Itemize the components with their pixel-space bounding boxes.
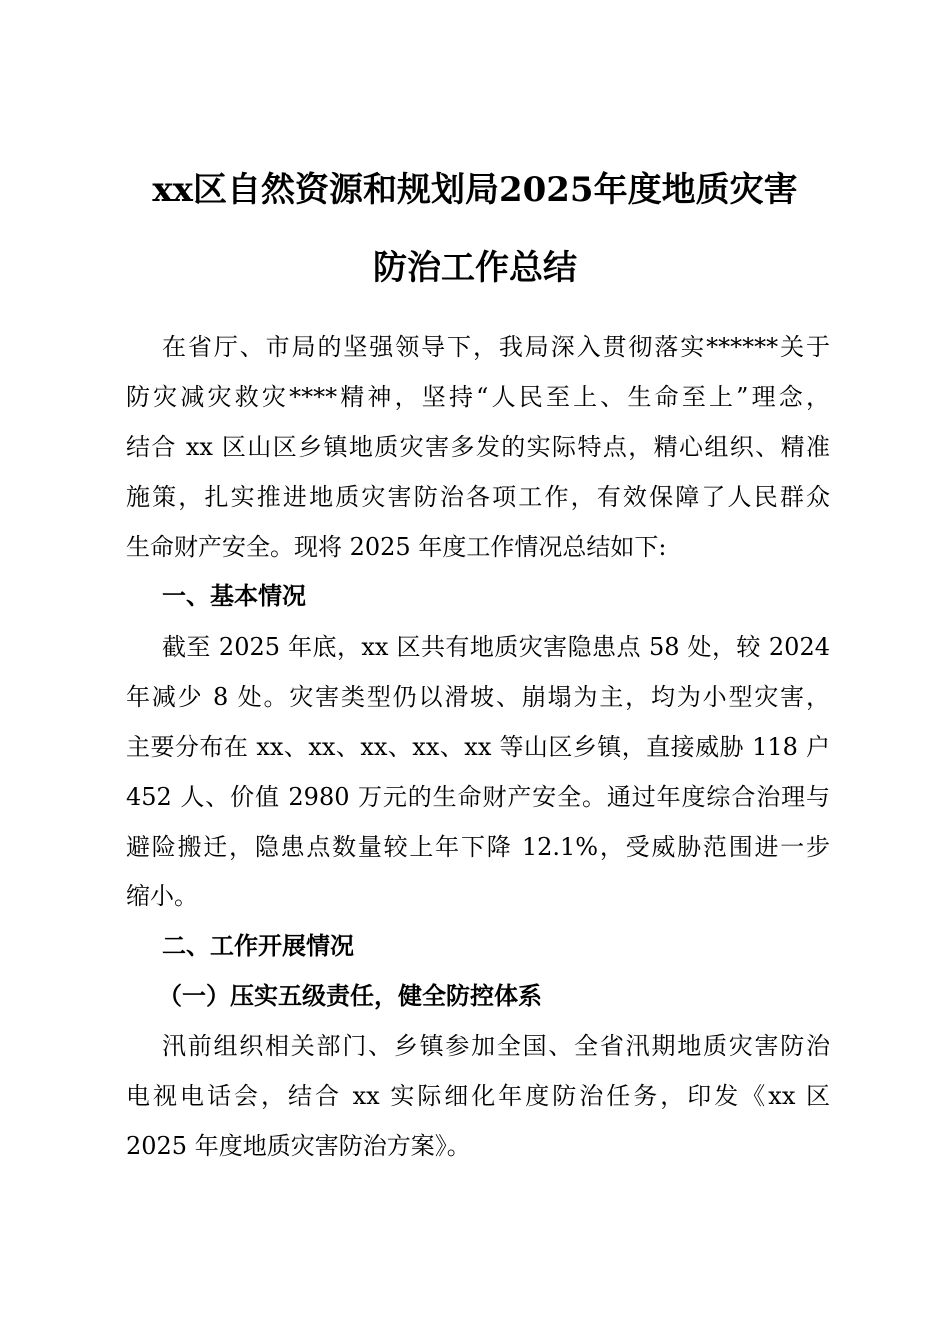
document-title-line-2: 防治工作总结 — [373, 248, 577, 288]
document-title-line-1: xx区自然资源和规划局2025年度地质灾害 — [152, 170, 798, 210]
text-line: 年减少 8 处。灾害类型仍以滑坡、崩塌为主，均为小型灾害， — [126, 683, 830, 711]
text-line: 452 人、价值 2980 万元的生命财产安全。通过年度综合治理与 — [126, 783, 830, 811]
section-heading: 一、基本情况 — [162, 582, 306, 610]
text-line: 生命财产安全。现将 2025 年度工作情况总结如下: — [126, 533, 667, 561]
text-line: 防灾减灾救灾****精神，坚持“人民至上、生命至上”理念， — [126, 383, 830, 411]
text-line: 避险搬迁，隐患点数量较上年下降 12.1%，受威胁范围进一步 — [126, 833, 830, 861]
text-line: 电视电话会，结合 xx 实际细化年度防治任务，印发《xx 区 — [126, 1082, 830, 1110]
text-line: 截至 2025 年底，xx 区共有地质灾害隐患点 58 处，较 2024 — [162, 633, 830, 661]
text-line: 结合 xx 区山区乡镇地质灾害多发的实际特点，精心组织、精准 — [126, 433, 830, 461]
text-line: 汛前组织相关部门、乡镇参加全国、全省汛期地质灾害防治 — [162, 1032, 830, 1060]
text-line: 缩小。 — [126, 882, 198, 910]
text-line: 施策，扎实推进地质灾害防治各项工作，有效保障了人民群众 — [126, 483, 830, 511]
section-heading: 二、工作开展情况 — [162, 932, 354, 960]
text-line: 在省厅、市局的坚强领导下，我局深入贯彻落实******关于 — [162, 333, 830, 361]
subsection-heading: （一）压实五级责任，健全防控体系 — [158, 982, 542, 1010]
text-line: 2025 年度地质灾害防治方案》。 — [126, 1132, 471, 1160]
text-line: 主要分布在 xx、xx、xx、xx、xx 等山区乡镇，直接威胁 118 户 — [126, 733, 830, 761]
